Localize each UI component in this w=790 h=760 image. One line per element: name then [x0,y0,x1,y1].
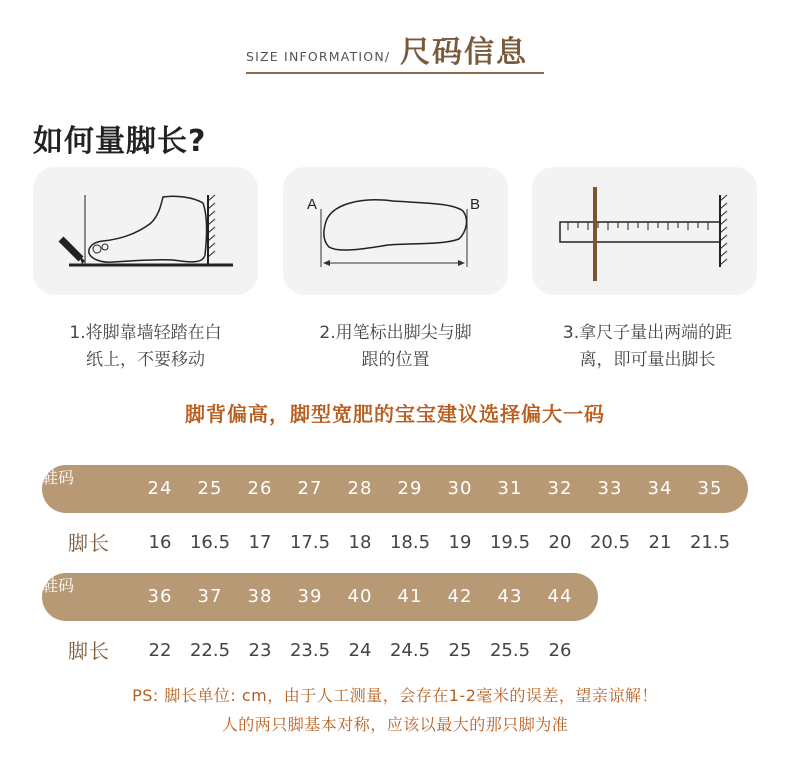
header-english: SIZE INFORMATION/ [246,49,391,64]
length-cell: 23.5 [289,640,331,661]
size-cell: 31 [497,478,523,499]
step2-line1: 2.用笔标出脚尖与脚 [319,323,472,343]
foot-wall-icon [33,167,258,295]
length-cell: 25.5 [489,640,531,661]
length-cell: 26 [548,640,572,661]
length-cell: 23 [248,640,272,661]
step1-line1: 1.将脚靠墙轻踏在白 [69,323,222,343]
size-cell: 25 [197,478,223,499]
size-cell: 37 [197,586,223,607]
length-cell: 22 [148,640,172,661]
header-title: 尺码信息 [400,35,528,70]
length-cell: 17.5 [289,532,331,553]
size-row-2 [42,573,598,621]
step1-text [33,320,258,374]
size-cell: 24 [147,478,173,499]
step3-illustration [532,167,757,295]
step1-line2: 纸上，不要移动 [86,350,205,370]
length-cell: 20.5 [589,532,631,553]
length-cell: 20 [548,532,572,553]
step3-line2: 离，即可量出脚长 [579,350,716,370]
step2-text [283,320,508,374]
length-cell: 16.5 [189,532,231,553]
size-cell: 27 [297,478,323,499]
ps-note-2: 人的两只脚基本对称，应该以最大的那只脚为准 [221,715,569,734]
length-row-2 [42,627,598,675]
length-cell: 16 [148,532,172,553]
length-label: 脚长 [68,531,110,555]
ps-note-1: PS: 脚长单位: cm，由于人工测量，会存在1-2毫米的误差，望亲谅解！ [132,686,658,705]
size-cell: 28 [347,478,373,499]
length-cell: 19 [448,532,472,553]
section-title: 如何量脚长? [33,124,207,159]
size-cell: 33 [597,478,623,499]
length-cell: 21.5 [689,532,731,553]
size-cell: 39 [297,586,323,607]
fit-note: 脚背偏高，脚型宽肥的宝宝建议选择偏大一码 [185,402,605,426]
size-cell: 43 [497,586,523,607]
length-cell: 19.5 [489,532,531,553]
header-underline [246,72,544,74]
length-cell: 18.5 [389,532,431,553]
length-cell: 24.5 [389,640,431,661]
size-cell: 44 [547,586,573,607]
step2-illustration [283,167,508,295]
length-cell: 18 [348,532,372,553]
ruler-icon [532,167,757,295]
size-cell: 41 [397,586,423,607]
foot-outline-icon [283,167,508,295]
size-cell: 34 [647,478,673,499]
size-row-1 [42,465,748,513]
length-label: 脚长 [68,639,110,663]
size-cell: 26 [247,478,273,499]
step1-illustration [33,167,258,295]
size-cell: 42 [447,586,473,607]
label-b: B [470,196,481,213]
length-cell: 24 [348,640,372,661]
size-cell: 32 [547,478,573,499]
size-cell: 38 [247,586,273,607]
size-label: 鞋码 [42,468,75,487]
label-a: A [307,196,318,213]
size-cell: 29 [397,478,423,499]
step3-text [535,320,760,374]
size-cell: 35 [697,478,723,499]
length-cell: 17 [248,532,272,553]
step2-line2: 跟的位置 [361,350,430,370]
length-cell: 21 [648,532,672,553]
size-cell: 40 [347,586,373,607]
length-cell: 22.5 [189,640,231,661]
size-cell: 36 [147,586,173,607]
length-cell: 25 [448,640,472,661]
step3-line1: 3.拿尺子量出两端的距 [562,323,733,343]
length-row-1 [42,519,748,567]
size-cell: 30 [447,478,473,499]
size-label: 鞋码 [42,576,75,595]
